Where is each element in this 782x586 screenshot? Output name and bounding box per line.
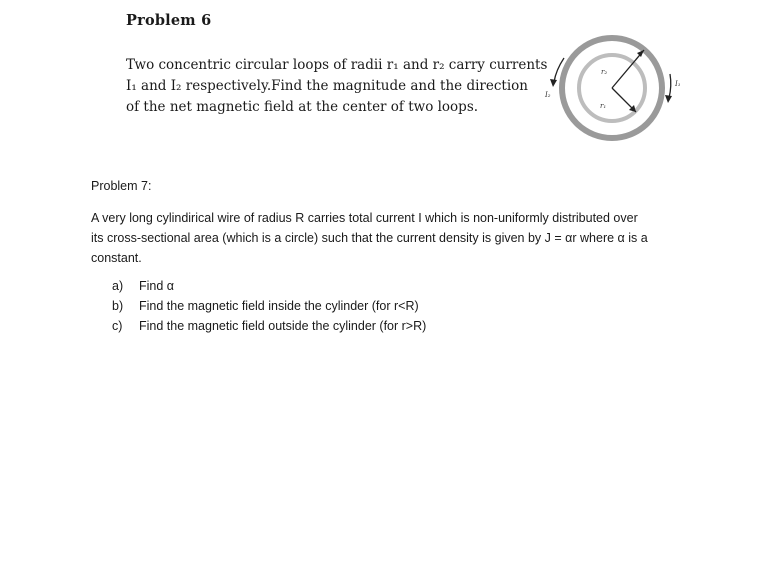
list-item	[112, 296, 426, 316]
problem-7-line-3: constant.	[91, 251, 142, 265]
problem-6-line-1: Two concentric circular loops of radii r₁ and r₂ carry currents	[126, 57, 548, 73]
problem-6-statement	[126, 55, 548, 118]
list-item	[112, 316, 426, 336]
list-item	[112, 276, 426, 296]
label-i2: I₂	[545, 91, 551, 99]
current-i1-arrowhead	[665, 95, 672, 103]
problem-7-line-2: its cross-sectional area (which is a circle) such that the current density is given by J = αr where α is a	[91, 231, 648, 245]
part-a-marker: a)	[112, 279, 124, 293]
label-r1: r₁	[600, 102, 607, 110]
label-r2: r₂	[601, 68, 608, 76]
concentric-loops-figure	[540, 30, 690, 145]
problem-7-title: Problem 7:	[91, 179, 152, 193]
radius-r2-arrowhead	[637, 50, 644, 57]
label-i1: I₁	[675, 80, 681, 88]
problem-7-parts	[112, 276, 426, 336]
part-b-text: Find the magnetic field inside the cylinder (for r<R)	[139, 299, 419, 313]
problem-6-title: Problem 6	[126, 12, 212, 29]
problem-7-line-1: A very long cylindirical wire of radius R carries total current I which is non-uniformly distributed over	[91, 211, 638, 225]
part-c-text: Find the magnetic field outside the cylinder (for r>R)	[139, 319, 427, 333]
part-b-marker: b)	[112, 299, 124, 313]
problem-7-statement	[91, 208, 731, 268]
problem-6-line-2: I₁ and I₂ respectively.Find the magnitude and the direction	[126, 78, 528, 94]
current-i2-arrowhead	[550, 79, 557, 87]
part-a-text: Find α	[139, 279, 175, 293]
part-c-marker: c)	[112, 319, 123, 333]
current-i1-arrow	[669, 74, 671, 98]
problem-6-line-3: of the net magnetic field at the center of two loops.	[126, 99, 479, 115]
